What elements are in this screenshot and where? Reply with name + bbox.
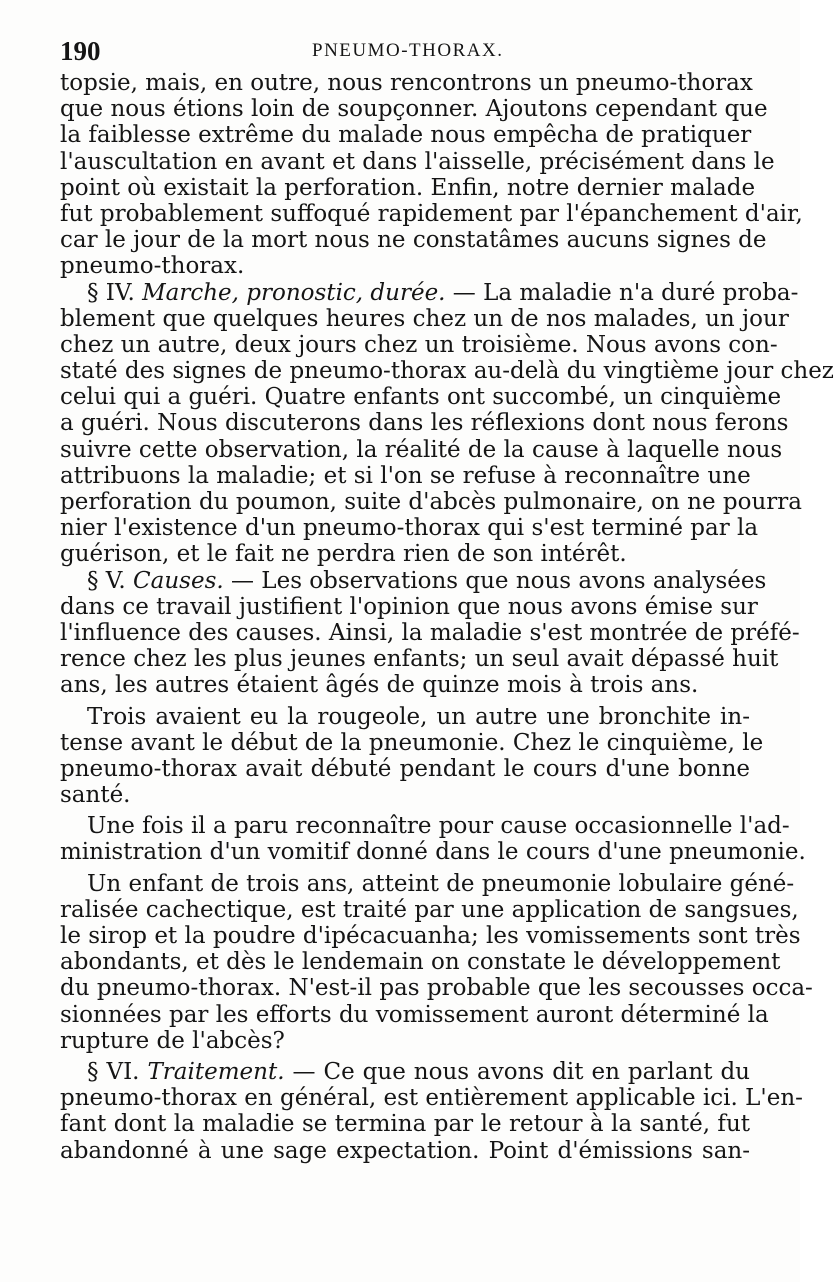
section-heading-line [60,1059,750,1085]
text-line: Une fois il a paru reconnaître pour cause occasionnelle l'ad- [87,813,790,840]
text-line: que nous étions loin de soupçonner. Ajoutons cependant que [60,96,768,123]
section-text: — Les observations que nous avons analysées [223,567,767,594]
text-line: rupture de l'abcès? [60,1027,285,1054]
text-line: ralisée cachectique, est traité par une application de sangsues, [60,896,799,923]
text-line: abandonné à une sage expectation. Point d'émissions san- [60,1137,750,1164]
text-line: tense avant le début de la pneumonie. Chez le cinquième, le [60,729,764,756]
text-line: suivre cette observation, la réalité de la cause à laquelle nous [60,436,783,463]
body-text [60,70,834,1164]
section-text: — Ce que nous avons dit en parlant du [284,1058,750,1085]
text-line: l'auscultation en avant et dans l'aisselle, précisément dans le [60,148,775,175]
text-line: l'influence des causes. Ainsi, la maladie s'est montrée de préfé- [60,619,800,646]
section-heading-line [60,567,767,594]
text-line: pneumo-thorax avait débuté pendant le cours d'une bonne [60,755,750,782]
page-header [60,36,752,66]
text-line: topsie, mais, en outre, nous rencontrons un pneumo-thorax [60,70,753,96]
text-line: dans ce travail justifient l'opinion que nous avons émise sur [60,593,758,620]
text-line: rence chez les plus jeunes enfants; un seul avait dépassé huit [60,646,779,673]
text-line: le sirop et la poudre d'ipécacuanha; les vomissements sont très [60,923,801,949]
text-line: guérison, et le fait ne perdra rien de son intérêt. [60,541,627,568]
text-line: chez un autre, deux jours chez un troisième. Nous avons con- [60,331,778,358]
text-line: du pneumo-thorax. N'est-il pas probable que les secousses occa- [60,975,813,1002]
text-line: fant dont la maladie se termina par le retour à la santé, fut [60,1111,750,1138]
text-line: ministration d'un vomitif donné dans le cours d'une pneumonie. [60,839,806,866]
text-line: nier l'existence d'un pneumo-thorax qui s'est terminé par la [60,515,759,542]
section-number: § V. [87,567,134,594]
section-title: Causes. [133,567,224,594]
text-line: sionnées par les efforts du vomissement auront déterminé la [60,1001,769,1028]
text-line: attribuons la maladie; et si l'on se refuse à reconnaître une [60,462,751,489]
text-line: pneumo-thorax en général, est entièrement applicable ici. L'en- [60,1085,803,1112]
text-line: Un enfant de trois ans, atteint de pneumonie lobulaire géné- [87,870,795,897]
text-line: blement que quelques heures chez un de nos malades, un jour [60,305,789,332]
section-title: Marche, pronostic, durée. [142,279,446,306]
text-line: fut probablement suffoqué rapidement par l'épanchement d'air, [60,200,803,227]
text-line: staté des signes de pneumo-thorax au-delà du vingtième jour chez [60,358,834,385]
section-number: § IV. [87,279,143,306]
section-heading-line [60,279,799,306]
section-number: § VI. [87,1058,148,1085]
text-line: santé. [60,782,131,809]
text-line: a guéri. Nous discuterons dans les réflexions dont nous ferons [60,410,789,437]
text-line: celui qui a guéri. Quatre enfants ont succombé, un cinquième [60,384,782,411]
page-number: 190 [60,36,101,66]
text-line: point où existait la perforation. Enfin, notre dernier malade [60,174,756,201]
text-line: Trois avaient eu la rougeole, un autre une bronchite in- [87,703,750,730]
text-line: ans, les autres étaient âgés de quinze mois à trois ans. [60,672,699,699]
text-line: pneumo-thorax. [60,253,245,280]
section-title: Traitement. [147,1058,285,1085]
section-text: — La maladie n'a duré proba- [445,279,799,306]
text-line: car le jour de la mort nous ne constatâmes aucuns signes de [60,227,767,254]
text-line: la faiblesse extrême du malade nous empêcha de pratiquer [60,122,752,149]
text-line: perforation du poumon, suite d'abcès pulmonaire, on ne pourra [60,489,802,515]
running-head: PNEUMO-THORAX. [312,40,504,61]
text-line: abondants, et dès le lendemain on constate le développement [60,949,781,976]
